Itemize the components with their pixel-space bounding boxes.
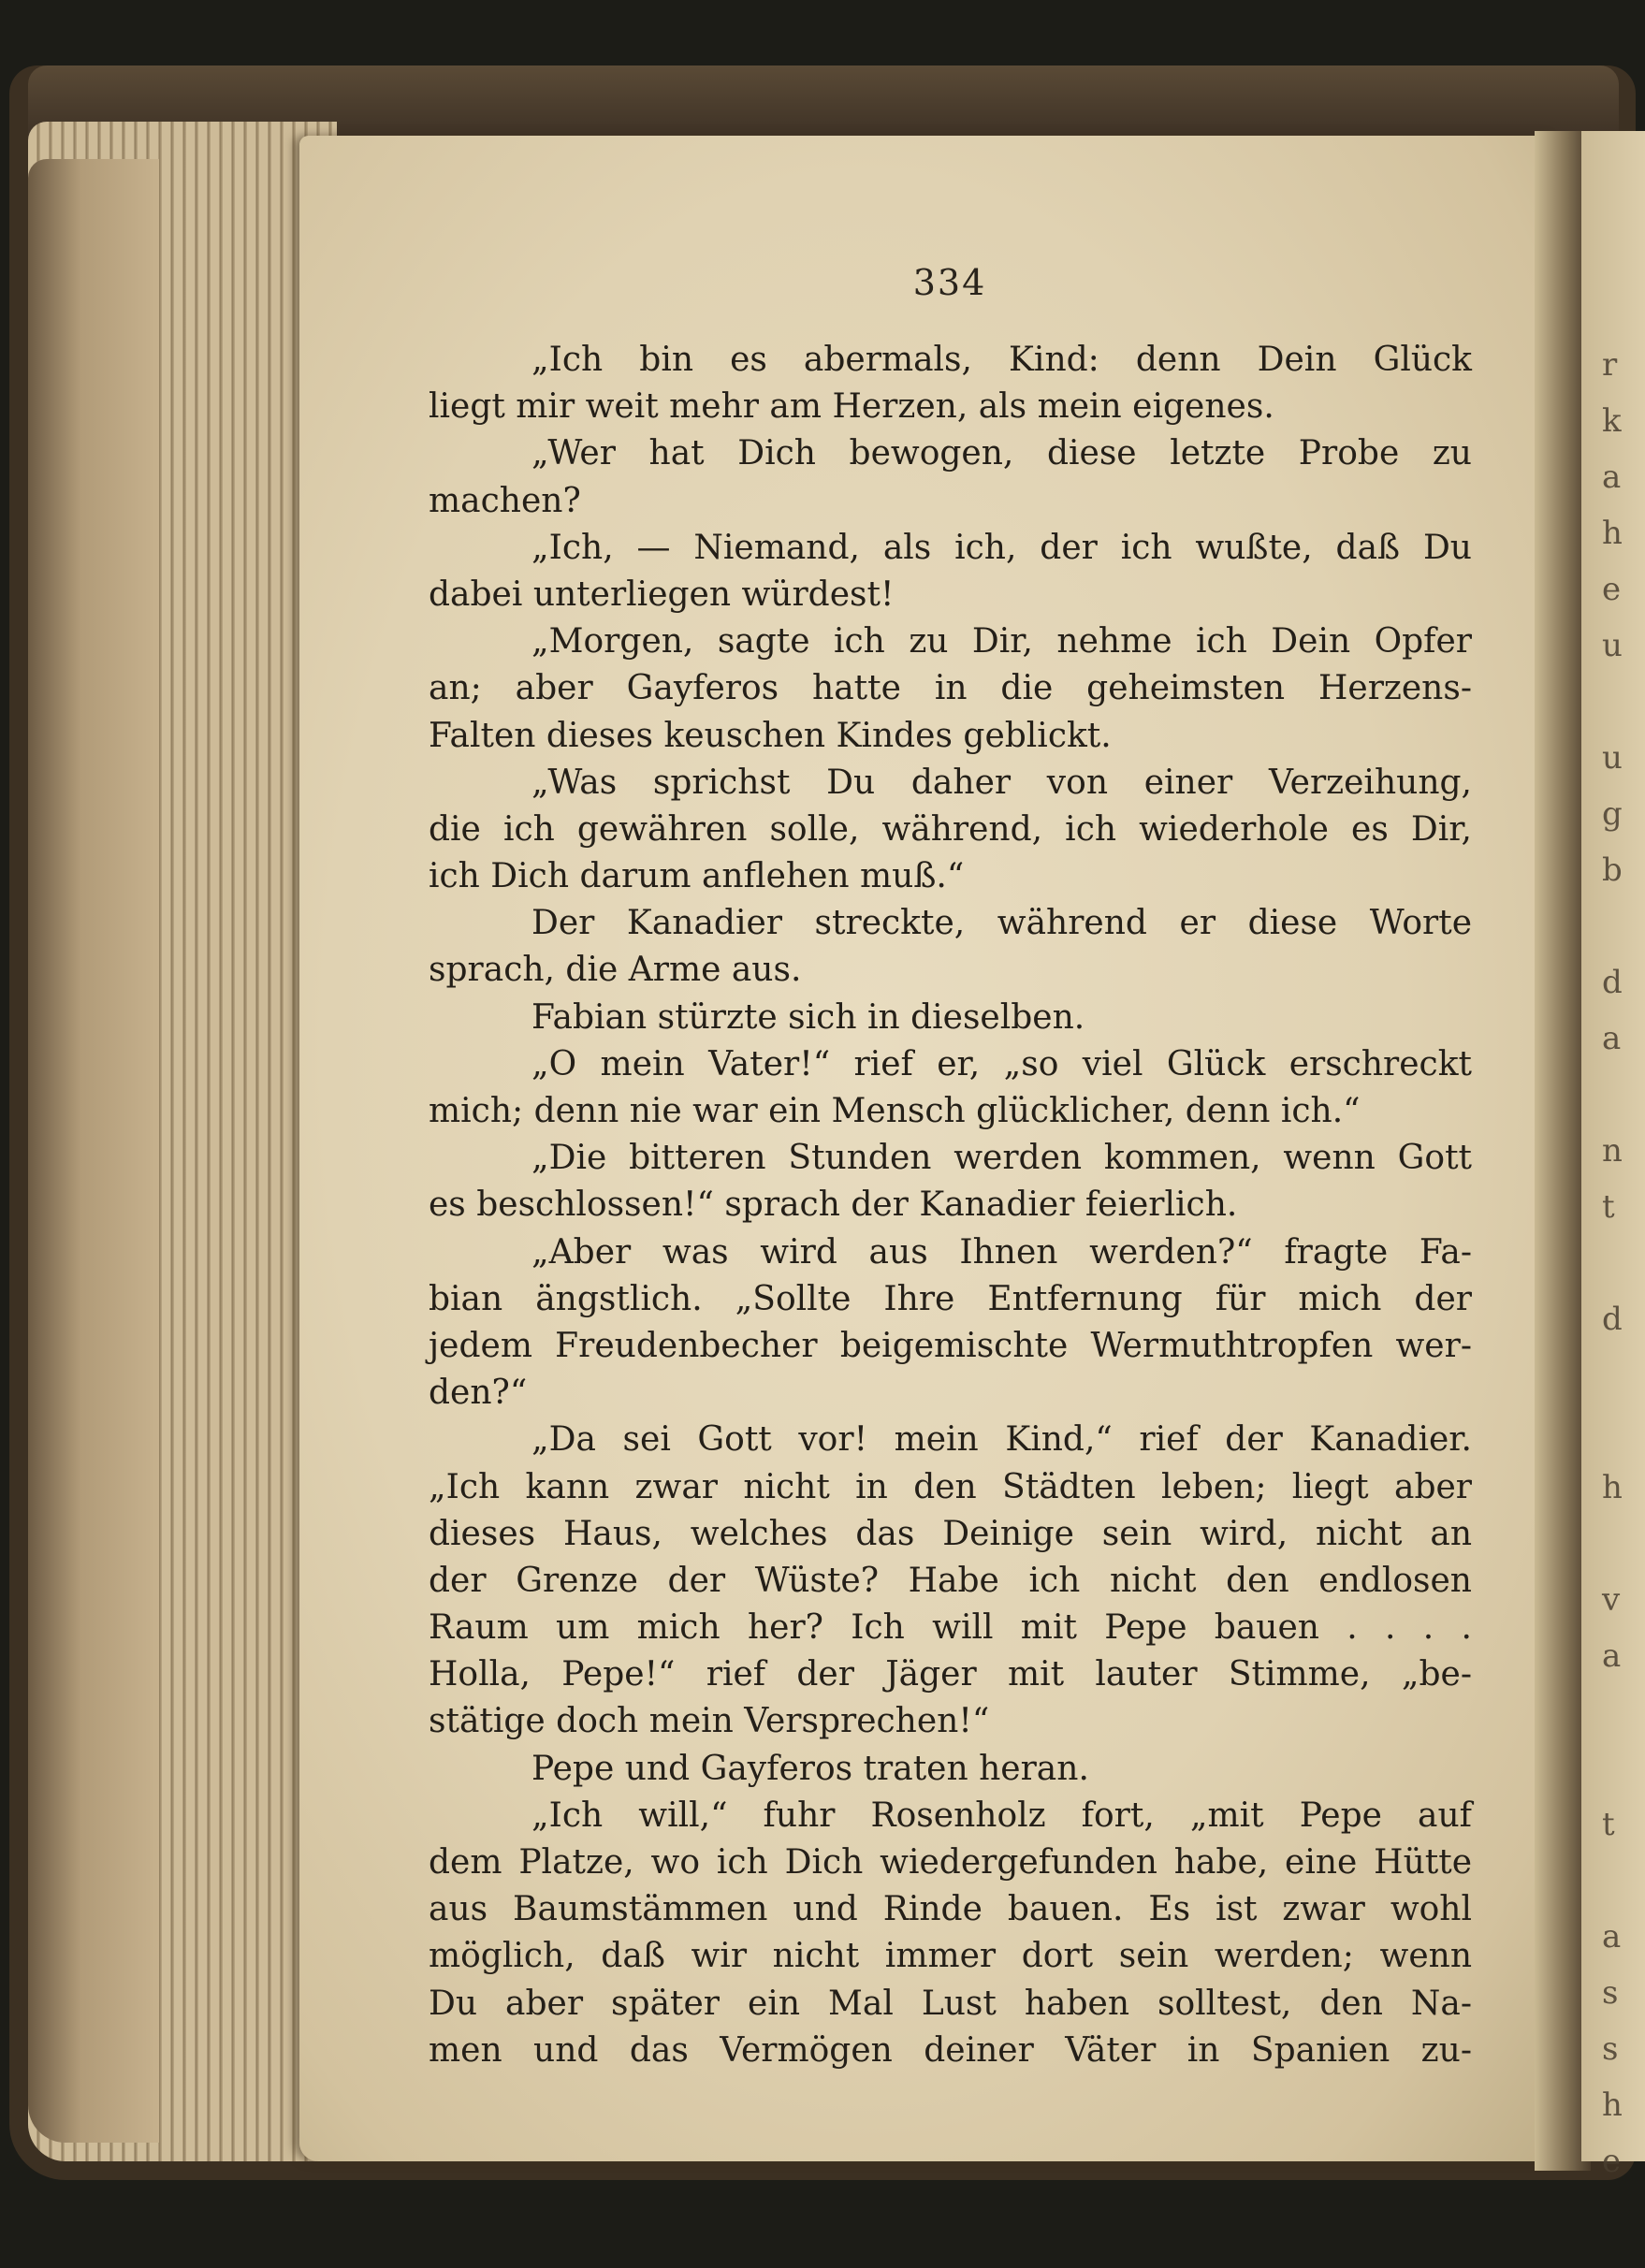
facing-page-char [1602, 1347, 1645, 1403]
facing-page-char: d [1602, 964, 1623, 1001]
text-line: dabei unterliegen würdest! [429, 574, 895, 614]
facing-page-char: b [1602, 851, 1623, 889]
facing-page-char: h [1602, 1469, 1623, 1506]
text-line: sprach, die Arme aus. [429, 951, 802, 990]
text-line: Pepe und Gayferos traten heran. [531, 1749, 1089, 1788]
text-line: liegt mir weit mehr am Herzen, als mein eigenes. [429, 387, 1274, 427]
page-text [429, 337, 1472, 2074]
page-number: 334 [912, 262, 987, 303]
facing-page-char: g [1602, 795, 1623, 833]
facing-page-char: r [1602, 346, 1618, 384]
text-line: bian ängstlich. „Sollte Ihre Entfernung für mich der [429, 1279, 1472, 1318]
text-line: Raum um mich her? Ich will mit Pepe bauen . . . . [429, 1608, 1472, 1648]
text-line: men und das Vermögen deiner Väter in Spanien zu- [429, 2030, 1472, 2070]
text-line: „Aber was wird aus Ihnen werden?“ fragte Fa- [531, 1232, 1472, 1272]
text-line: „Da sei Gott vor! mein Kind,“ rief der Kanadier. [531, 1420, 1472, 1460]
text-line: mich; denn nie war ein Mensch glücklicher, denn ich.“ [429, 1092, 1361, 1130]
facing-page-char [1602, 1684, 1645, 1740]
text-line: Falten dieses keuschen Kindes geblickt. [429, 716, 1112, 755]
text-line: „Was sprichst Du daher von einer Verzeihung, [531, 763, 1472, 802]
text-line: „Ich, — Niemand, als ich, der ich wußte, daß Du [531, 528, 1472, 567]
facing-page-char [1602, 1067, 1645, 1123]
facing-page-char: a [1602, 1637, 1622, 1675]
page-edges-outer [28, 159, 159, 2143]
text-line: „Wer hat Dich bewogen, diese letzte Probe zu [531, 434, 1472, 473]
text-line: möglich, daß wir nicht immer dort sein werden; wenn [429, 1937, 1472, 1976]
facing-page-char: a [1602, 458, 1622, 496]
text-line: „Die bitteren Stunden werden kommen, wenn Gott [531, 1139, 1472, 1178]
facing-page-char: t [1602, 1188, 1615, 1226]
text-line: „Ich kann zwar nicht in den Städten leben; liegt aber [429, 1467, 1472, 1506]
text-line: den?“ [429, 1374, 528, 1413]
text-line: stätige doch mein Versprechen!“ [429, 1702, 990, 1741]
facing-page-char: v [1602, 1581, 1621, 1619]
text-line: es beschlossen!“ sprach der Kanadier feierlich. [429, 1185, 1238, 1225]
text-line: Der Kanadier streckte, während er diese Worte [531, 904, 1472, 943]
facing-page-char: a [1602, 1020, 1622, 1057]
facing-page-char [1602, 1516, 1645, 1572]
facing-page-char [1602, 674, 1645, 730]
facing-page-char [1602, 1403, 1645, 1460]
facing-page-char: a [1602, 1918, 1622, 1955]
facing-page-char: n [1602, 1132, 1623, 1170]
text-line: „Morgen, sagte ich zu Dir, nehme ich Dein Opfer [531, 622, 1472, 662]
facing-page-char: s [1602, 2030, 1619, 2068]
facing-page-char [1602, 898, 1645, 954]
text-line: aus Baumstämmen und Rinde bauen. Es ist zwar wohl [429, 1890, 1472, 1929]
facing-page-char: u [1602, 739, 1623, 777]
facing-page-char: d [1602, 1301, 1623, 1338]
text-line: „O mein Vater!“ rief er, „so viel Glück erschreckt [531, 1044, 1472, 1083]
facing-page-char: k [1602, 402, 1622, 440]
facing-page-char [1602, 1235, 1645, 1291]
facing-page-char: u [1602, 627, 1623, 664]
text-line: der Grenze der Wüste? Habe ich nicht den endlosen [429, 1561, 1472, 1600]
facing-page-char: h [1602, 2086, 1623, 2124]
text-line: jedem Freudenbecher beigemischte Wermuthtropfen wer- [429, 1326, 1472, 1365]
facing-page-char: e [1602, 2143, 1622, 2180]
text-line: Fabian stürzte sich in dieselben. [531, 997, 1085, 1037]
facing-page-char: s [1602, 1974, 1619, 2012]
text-line: dem Platze, wo ich Dich wiedergefunden habe, eine Hütte [429, 1843, 1472, 1882]
facing-page-char: t [1602, 1806, 1615, 1843]
text-line: Du aber später ein Mal Lust haben solltest, den Na- [429, 1984, 1472, 2023]
text-line: dieses Haus, welches das Deinige sein wird, nicht an [429, 1514, 1472, 1553]
text-line: „Ich bin es abermals, Kind: denn Dein Glück [531, 341, 1472, 379]
text-line: an; aber Gayferos hatte in die geheimsten Herzens- [429, 669, 1472, 708]
text-line: Holla, Pepe!“ rief der Jäger mit lauter Stimme, „be- [429, 1655, 1472, 1694]
text-line: „Ich will,“ fuhr Rosenholz fort, „mit Pepe auf [531, 1796, 1472, 1835]
facing-page-char: h [1602, 515, 1623, 552]
facing-page-text [1602, 337, 1645, 2189]
text-line: die ich gewähren solle, während, ich wiederhole es Dir, [429, 809, 1472, 849]
facing-page-char: e [1602, 571, 1622, 608]
facing-page-char [1602, 1740, 1645, 1796]
text-line: ich Dich darum anflehen muß.“ [429, 857, 965, 896]
text-line: machen? [429, 481, 581, 520]
facing-page-char [1602, 1853, 1645, 1909]
